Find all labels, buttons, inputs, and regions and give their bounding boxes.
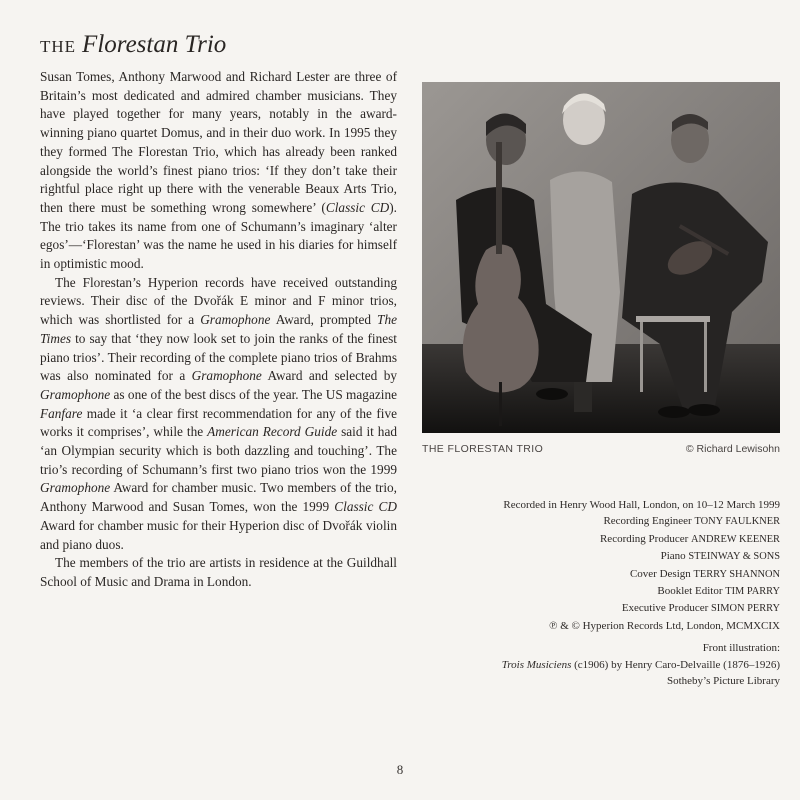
credit-line: Recording Engineer TONY FAULKNER [603, 515, 780, 528]
front-illustration-label: Front illustration: [702, 642, 780, 655]
front-illustration-title: Trois Musiciens (c1906) by Henry Caro-Delvaille (1876–1926) [501, 658, 780, 671]
title-prefix: THE [40, 37, 77, 56]
front-illustration-source: Sotheby’s Picture Library [666, 675, 780, 688]
recording-credits [420, 497, 780, 689]
photo-credit: © Richard Lewisohn [685, 443, 780, 455]
paragraph-2: The Florestan’s Hyperion records have received outstanding reviews. Their disc of the Dvořák E minor and F minor trios, which was shortlisted for a Gramophone Award, prompted The Times to say that ‘they now look set to join the ranks of the finest piano trios’. Their recording of the complete piano trios of Brahms was also nominated for a Gramophone Award and selected by Gramophone as one of the best discs of the year. The US magazine Fanfare made it ‘a clear first recommendation for any of the five works it comprises’, while the American Record Guide said it had ‘an Olympian security which is both dazzling and touching’. The trio’s recording of Schumann’s first two piano trios won the 1999 Gramophone Award for chamber music. Two members of the trio, Anthony Marwood and Susan Tomes, won the 1999 Classic CD Award for chamber music for their Hyperion disc of Dvořák violin and piano duos. [40, 274, 398, 552]
page-number: 8 [396, 762, 404, 777]
paragraph-1: Susan Tomes, Anthony Marwood and Richard Lester are three of Britain’s most dedicated and admired chamber musicians. They have played together for many years, notably in the award-winning piano quartet Domus, and in their duo work. In 1995 they they formed The Florestan Trio, which has already been ranked alongside the world’s finest piano trios: ‘If they don’t take their rightful place right up there with the venerable Beaux Arts Trio, then there must be something wrong somewhere’ (Classic CD). The trio takes its name from one of Schumann’s imaginary ‘alter egos’—‘Florestan’ was the name he used in his diaries for himself in optimistic mood. [40, 69, 397, 272]
credit-line: Recording Producer ANDREW KEENER [599, 532, 780, 545]
title-name: Florestan Trio [82, 31, 227, 58]
biography-text [40, 68, 397, 592]
page-title [40, 30, 226, 62]
copyright-line: ℗ & © Hyperion Records Ltd, London, MCMXCIX [549, 619, 780, 632]
recording-location: Recorded in Henry Wood Hall, London, on 10–12 March 1999 [503, 499, 780, 511]
credit-line: Booklet Editor TIM PARRY [657, 585, 780, 598]
photo-caption: THE FLORESTAN TRIO [422, 443, 544, 455]
paragraph-3: The members of the trio are artists in residence at the Guildhall School of Music and Drama in London. [40, 555, 397, 589]
credit-line: Executive Producer SIMON PERRY [621, 602, 780, 615]
credit-line: Cover Design TERRY SHANNON [629, 567, 780, 580]
trio-photograph [422, 82, 780, 433]
credit-line: Piano STEINWAY & SONS [660, 550, 780, 563]
